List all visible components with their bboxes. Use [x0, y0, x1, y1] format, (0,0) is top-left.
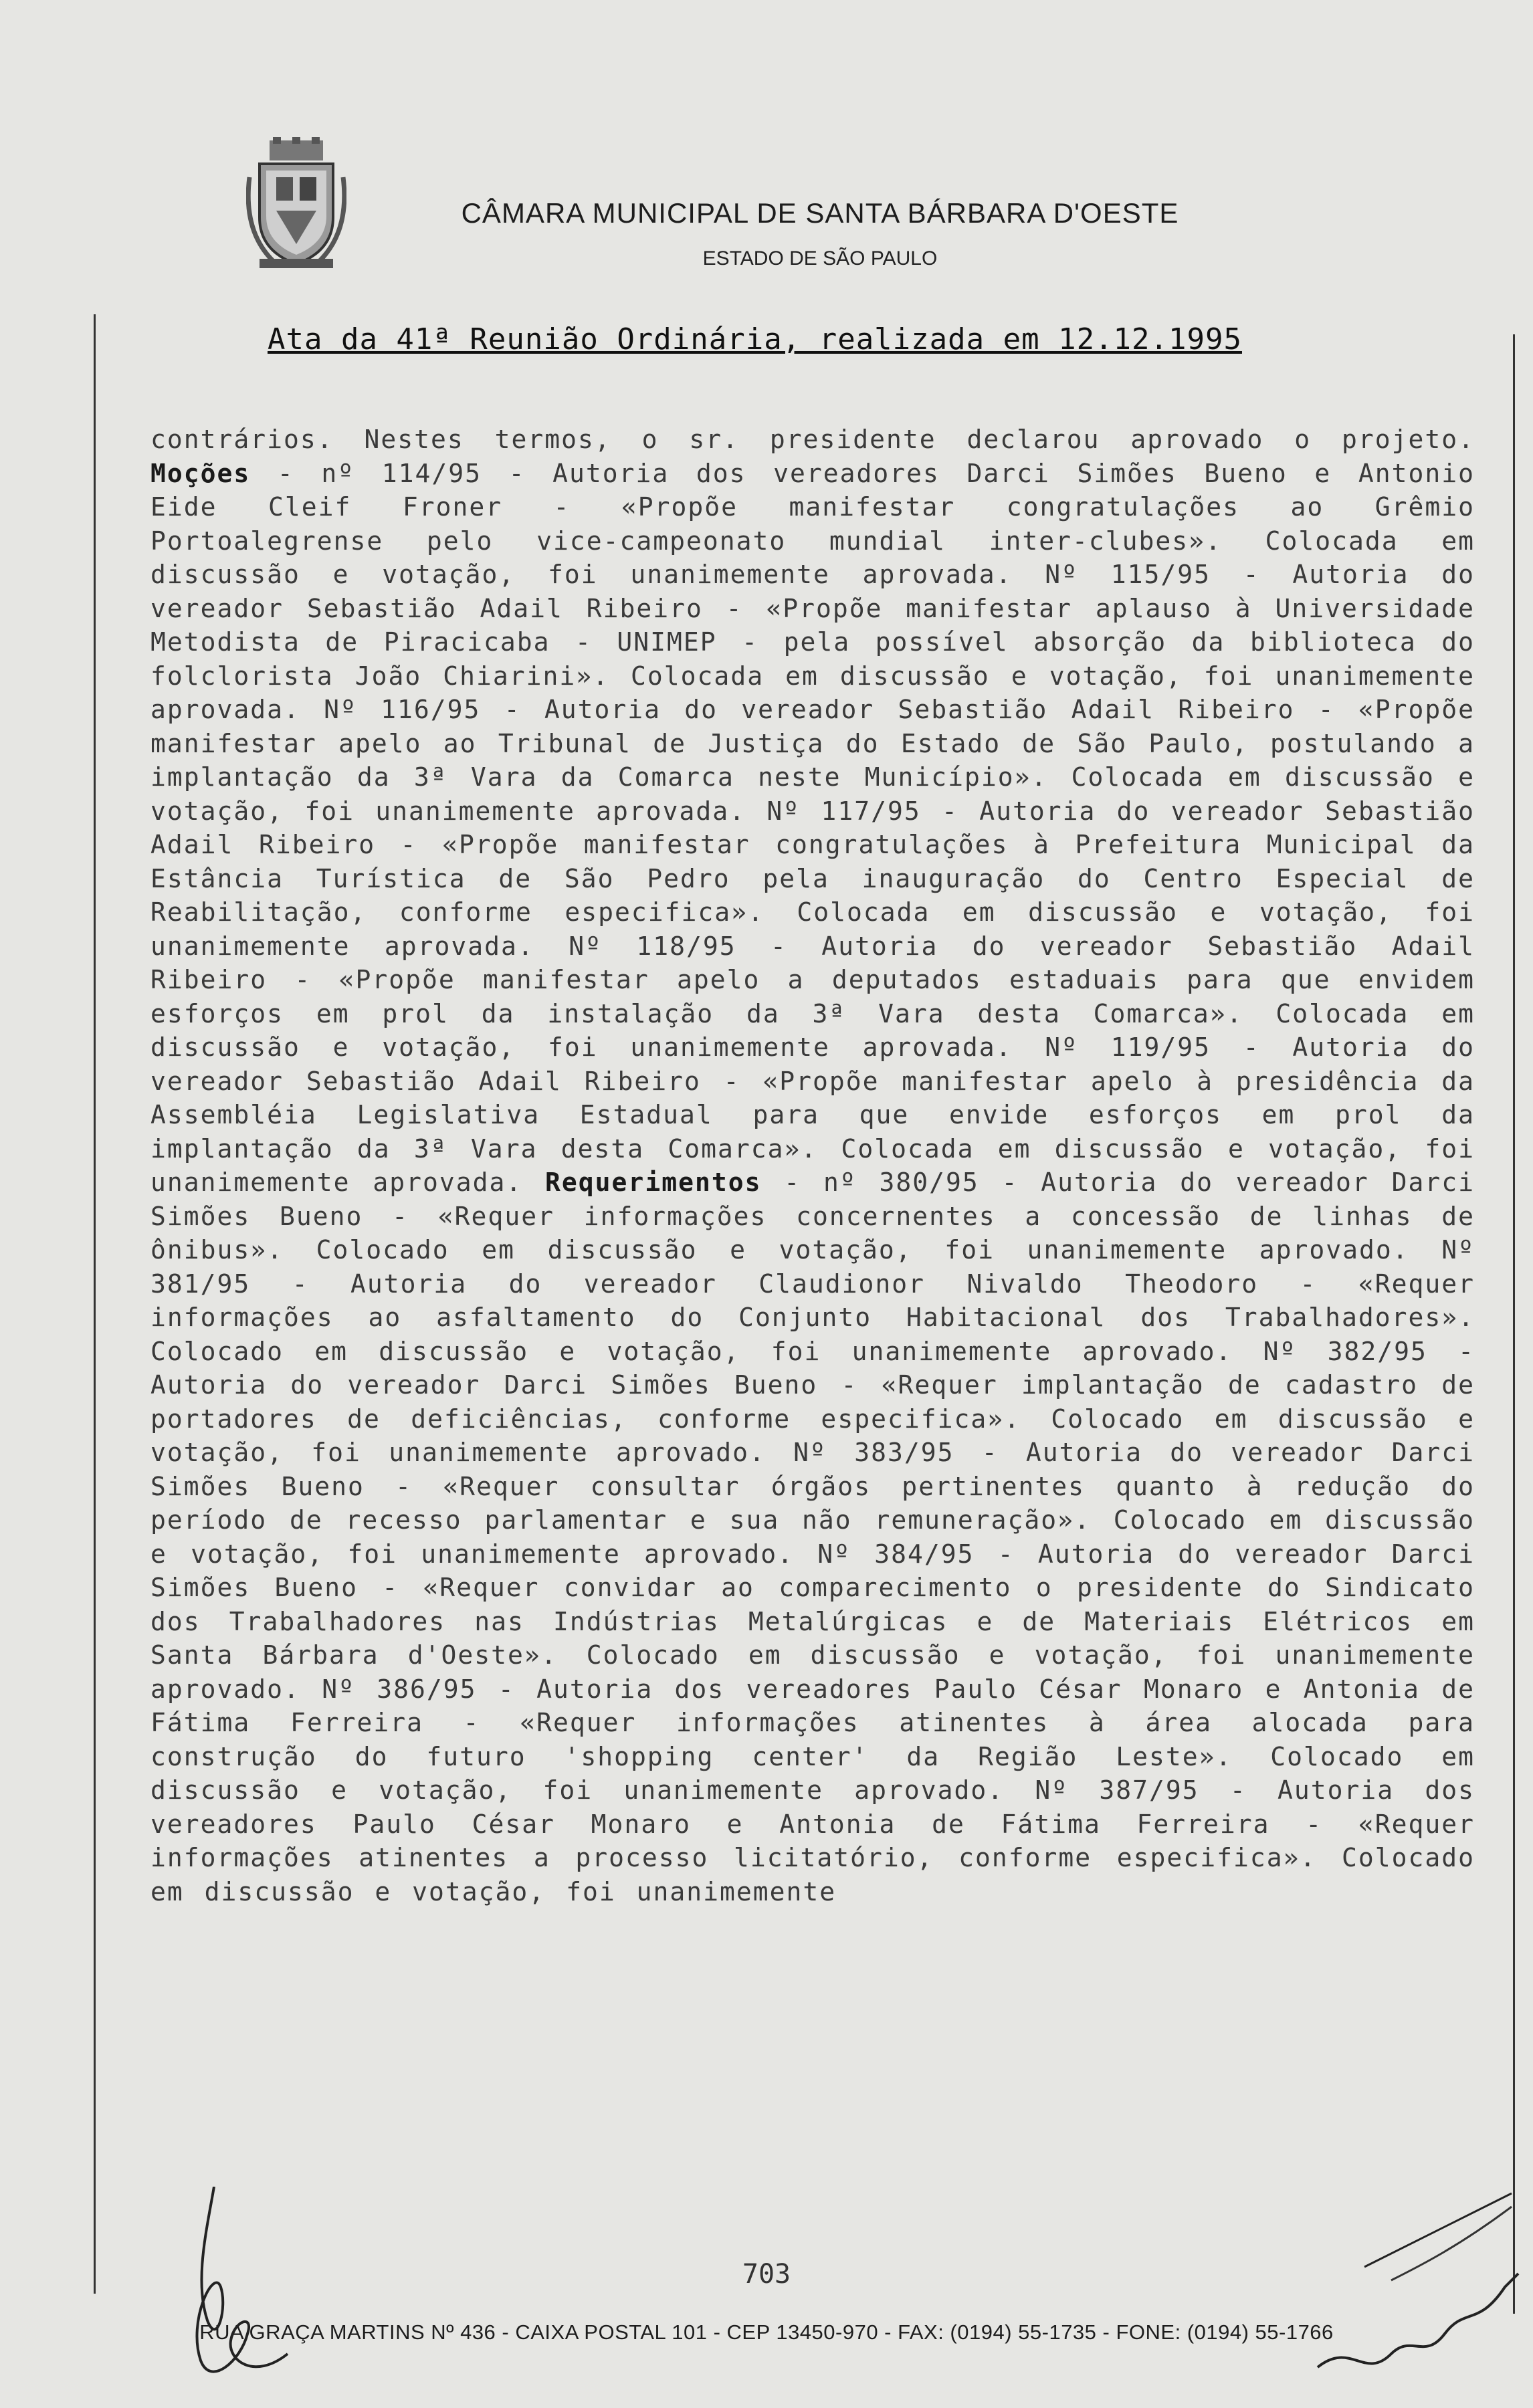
institution-name: CÂMARA MUNICIPAL DE SANTA BÁRBARA D'OESTE — [461, 197, 1179, 229]
state-name: ESTADO DE SÃO PAULO — [702, 247, 938, 269]
mocoes-heading: Moções — [150, 458, 251, 488]
minutes-body — [150, 423, 1475, 1908]
left-signature-icon — [167, 2187, 301, 2394]
body-paragraph: - nº 380/95 - Autoria do vereador Darci Simões Bueno - «Requer informações concernentes a concessão de linhas de ônibus». Colocado em discussão e votação, foi unanimemente aprovado. Nº 381/95 - Autoria do vereador Claudionor Nivaldo Theodoro - «Requer informações ao asfaltamento do Conjunto Habitacional dos Trabalhadores». Colocado em discussão e votação, foi unanimemente aprovado. Nº 382/95 - Autoria do vereador Darci Simões Bueno - «Requer implantação de cadastro de portadores de deficiências, conforme especifica». Colocado em discussão e votação, foi unanimemente aprovado. Nº 383/95 - Autoria do vereador Darci Simões Bueno - «Requer consultar órgãos pertinentes quanto à redução do período de recesso parlamentar e sua não remuneração». Colocado em discussão e votação, foi unanimemente aprovado. Nº 384/95 - Autoria do vereador Darci Simões Bueno - «Requer convidar ao comparecimento o presidente do Sindicato dos Trabalhadores nas Indústrias Metalúrgicas e de Materiais Elétricos em Santa Bárbara d'Oeste». Colocado em discussão e votação, foi unanimemente aprovado. Nº 386/95 - Autoria dos vereadores Paulo César Monaro e Antonia de Fátima Ferreira - «Requer informações atinentes à área alocada para construção do futuro 'shopping center' da Região Leste». Colocado em discussão e votação, foi unanimemente aprovado. Nº 387/95 - Autoria dos vereadores Paulo César Monaro e Antonia de Fátima Ferreira - «Requer informações atinentes a processo licitatório, conforme especifica». Colocado em discussão e votação, foi unanimemente — [150, 1168, 1475, 1906]
body-paragraph: - nº 114/95 - Autoria dos vereadores Darci Simões Bueno e Antonio Eide Cleif Froner - «Propõe manifestar congratulações ao Grêmio Portoalegrense pelo vice-campeonato mundial inter-clubes». Colocada em discussão e votação, foi unanimemente aprovada. Nº 115/95 - Autoria do vereador Sebastião Adail Ribeiro - «Propõe manifestar aplauso à Universidade Metodista de Piracicaba - UNIMEP - pela possível absorção da biblioteca do folclorista João Chiarini». Colocada em discussão e votação, foi unanimemente aprovada. Nº 116/95 - Autoria do vereador Sebastião Adail Ribeiro - «Propõe manifestar apelo ao Tribunal de Justiça do Estado de São Paulo, postulando a implantação da 3ª Vara da Comarca neste Município». Colocada em discussão e votação, foi unanimemente aprovada. Nº 117/95 - Autoria do vereador Sebastião Adail Ribeiro - «Propõe manifestar congratulações à Prefeitura Municipal da Estância Turística de São Pedro pela inauguração do Centro Especial de Reabilitação, conforme especifica». Colocada em discussão e votação, foi unanimemente aprovada. Nº 118/95 - Autoria do vereador Sebastião Adail Ribeiro - «Propõe manifestar apelo a deputados estaduais para que envidem esforços em prol da instalação da 3ª Vara desta Comarca». Colocada em discussão e votação, foi unanimemente aprovada. Nº 119/95 - Autoria do vereador Sebastião Adail Ribeiro - «Propõe manifestar apelo à presidência da Assembléia Legislativa Estadual para que envide esforços em prol da implantação da 3ª Vara desta Comarca». Colocada em discussão e votação, foi unanimemente aprovada. — [150, 458, 1475, 1197]
body-paragraph: contrários. Nestes termos, o sr. presidente declarou aprovado o projeto. — [150, 425, 1475, 454]
left-margin-line — [94, 314, 96, 2294]
minutes-title: Ata da 41ª Reunião Ordinária, realizada em 12.12.1995 — [268, 322, 1242, 356]
right-signature-icon — [1311, 2167, 1525, 2394]
requerimentos-heading: Requerimentos — [545, 1168, 762, 1197]
address-footer: RUA GRAÇA MARTINS Nº 436 - CAIXA POSTAL 101 - CEP 13450-970 - FAX: (0194) 55-1735 - FONE: (0194) 55-1766 — [199, 2320, 1334, 2344]
right-margin-line — [1513, 334, 1515, 2314]
page-number: 703 — [742, 2259, 791, 2290]
